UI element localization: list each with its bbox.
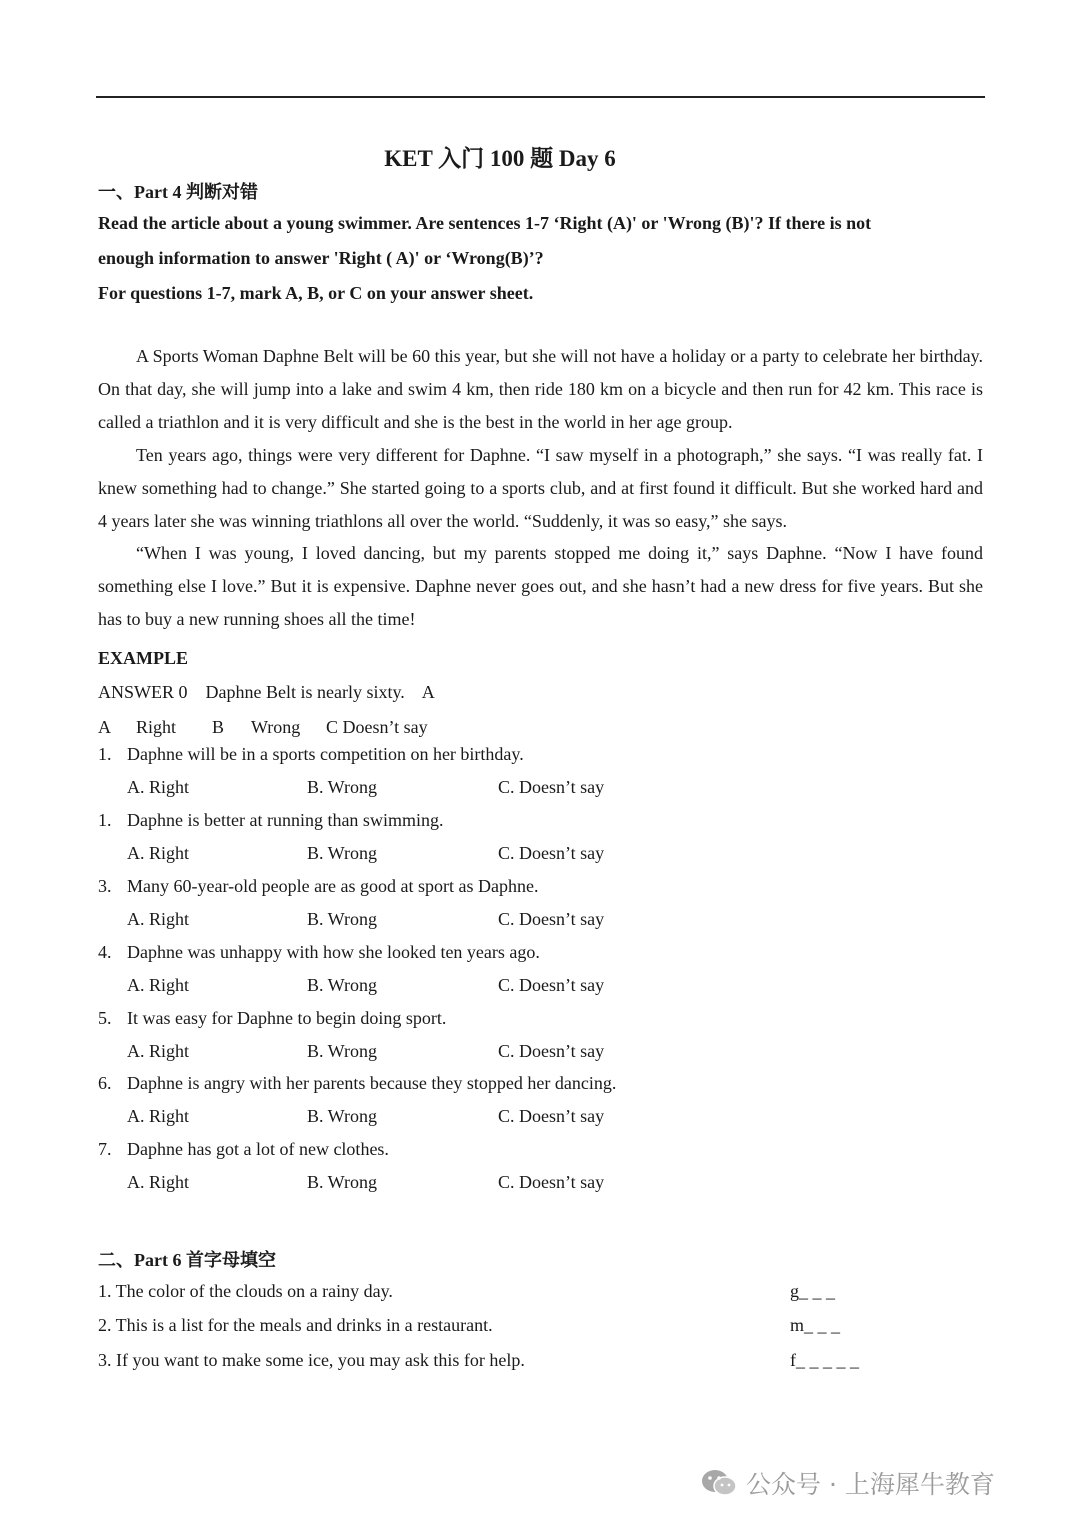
question-text: Daphne will be in a sports competition on her birthday. — [127, 744, 524, 764]
option-right[interactable]: A. Right — [127, 1041, 190, 1061]
question-text: Daphne has got a lot of new clothes. — [127, 1139, 389, 1159]
example-answer: ANSWER 0 Daphne Belt is nearly sixty. A — [98, 682, 435, 702]
question-text: Daphne is better at running than swimming. — [127, 810, 444, 830]
option-doesnt-say[interactable]: C. Doesn’t say — [498, 1041, 605, 1061]
fill-in-item: 1. The color of the clouds on a rainy day. — [98, 1281, 393, 1301]
option-doesnt-say[interactable]: C. Doesn’t say — [498, 1106, 605, 1126]
option-wrong[interactable]: B. Wrong — [307, 1106, 377, 1126]
example-option-wrong: Wrong — [251, 717, 301, 737]
question-number: 3. — [98, 876, 112, 896]
option-wrong[interactable]: B. Wrong — [307, 777, 377, 797]
article-paragraph: “When I was young, I loved dancing, but my parents stopped me doing it,” says Daphne. “Now I have found something else I love.” But it is expensive. Daphne never goes out, and she hasn’t had a new dress for five years. But she has to buy a new running shoes all the time! — [98, 543, 983, 629]
option-right[interactable]: A. Right — [127, 1172, 190, 1192]
option-right[interactable]: A. Right — [127, 777, 190, 797]
watermark-text: 公众号 · 上海犀牛教育 — [746, 1470, 995, 1499]
question-number: 4. — [98, 942, 112, 962]
option-wrong[interactable]: B. Wrong — [307, 1041, 377, 1061]
article-paragraph: A Sports Woman Daphne Belt will be 60 this year, but she will not have a holiday or a party to celebrate her birthday. On that day, she will jump into a lake and swim 4 km, then ride 180 km on a bicycle and then run for 42 km. This race is called a triathlon and it is very difficult and she is the best in the world in her age group. — [98, 346, 983, 432]
top-divider — [96, 96, 985, 98]
first-letter-hint[interactable]: g_ _ _ — [790, 1281, 835, 1301]
option-right[interactable]: A. Right — [127, 843, 190, 863]
example-option-right: Right — [136, 717, 177, 737]
question-number: 6. — [98, 1073, 112, 1093]
instruction-line-2: enough information to answer 'Right ( A)' or ‘Wrong(B)’? — [98, 248, 544, 268]
option-doesnt-say[interactable]: C. Doesn’t say — [498, 975, 605, 995]
article-paragraph: Ten years ago, things were very different for Daphne. “I saw myself in a photograph,” she says. “I was really fat. I knew something had to change.” She started going to a sports club, and at first found it difficult. But she worked hard and 4 years later she was winning triathlons all over the world. “Suddenly, it was so easy,” she says. — [98, 445, 983, 531]
option-wrong[interactable]: B. Wrong — [307, 975, 377, 995]
option-right[interactable]: A. Right — [127, 975, 190, 995]
section1-heading: 一、Part 4 判断对错 — [98, 182, 258, 202]
question-text: Daphne was unhappy with how she looked ten years ago. — [127, 942, 540, 962]
watermark — [700, 1465, 995, 1501]
question-text: Many 60-year-old people are as good at sport as Daphne. — [127, 876, 539, 896]
option-doesnt-say[interactable]: C. Doesn’t say — [498, 843, 605, 863]
option-wrong[interactable]: B. Wrong — [307, 843, 377, 863]
option-right[interactable]: A. Right — [127, 909, 190, 929]
instruction-line-1: Read the article about a young swimmer. Are sentences 1-7 ‘Right (A)' or 'Wrong (B)'? If there is not — [98, 213, 872, 233]
option-doesnt-say[interactable]: C. Doesn’t say — [498, 909, 605, 929]
example-heading: EXAMPLE — [98, 648, 188, 668]
question-number: 5. — [98, 1008, 112, 1028]
example-option-c: C Doesn’t say — [326, 717, 428, 737]
question-text: It was easy for Daphne to begin doing sport. — [127, 1008, 447, 1028]
instruction-line-3: For questions 1-7, mark A, B, or C on your answer sheet. — [98, 283, 534, 303]
wechat-icon — [700, 1468, 738, 1498]
example-option-a: A — [98, 717, 111, 737]
first-letter-hint[interactable]: f_ _ _ _ _ — [790, 1350, 859, 1370]
option-right[interactable]: A. Right — [127, 1106, 190, 1126]
fill-in-item: 3. If you want to make some ice, you may ask this for help. — [98, 1350, 525, 1370]
question-number: 1. — [98, 810, 112, 830]
section2-heading: 二、Part 6 首字母填空 — [98, 1250, 276, 1270]
question-number: 7. — [98, 1139, 112, 1159]
option-doesnt-say[interactable]: C. Doesn’t say — [498, 1172, 605, 1192]
question-number: 1. — [98, 744, 112, 764]
option-doesnt-say[interactable]: C. Doesn’t say — [498, 777, 605, 797]
first-letter-hint[interactable]: m_ _ _ — [790, 1315, 841, 1335]
fill-in-item: 2. This is a list for the meals and drinks in a restaurant. — [98, 1315, 493, 1335]
question-text: Daphne is angry with her parents because they stopped her dancing. — [127, 1073, 617, 1093]
option-wrong[interactable]: B. Wrong — [307, 909, 377, 929]
page-title: KET 入门 100 题 Day 6 — [384, 146, 616, 171]
option-wrong[interactable]: B. Wrong — [307, 1172, 377, 1192]
example-option-b: B — [212, 717, 225, 737]
